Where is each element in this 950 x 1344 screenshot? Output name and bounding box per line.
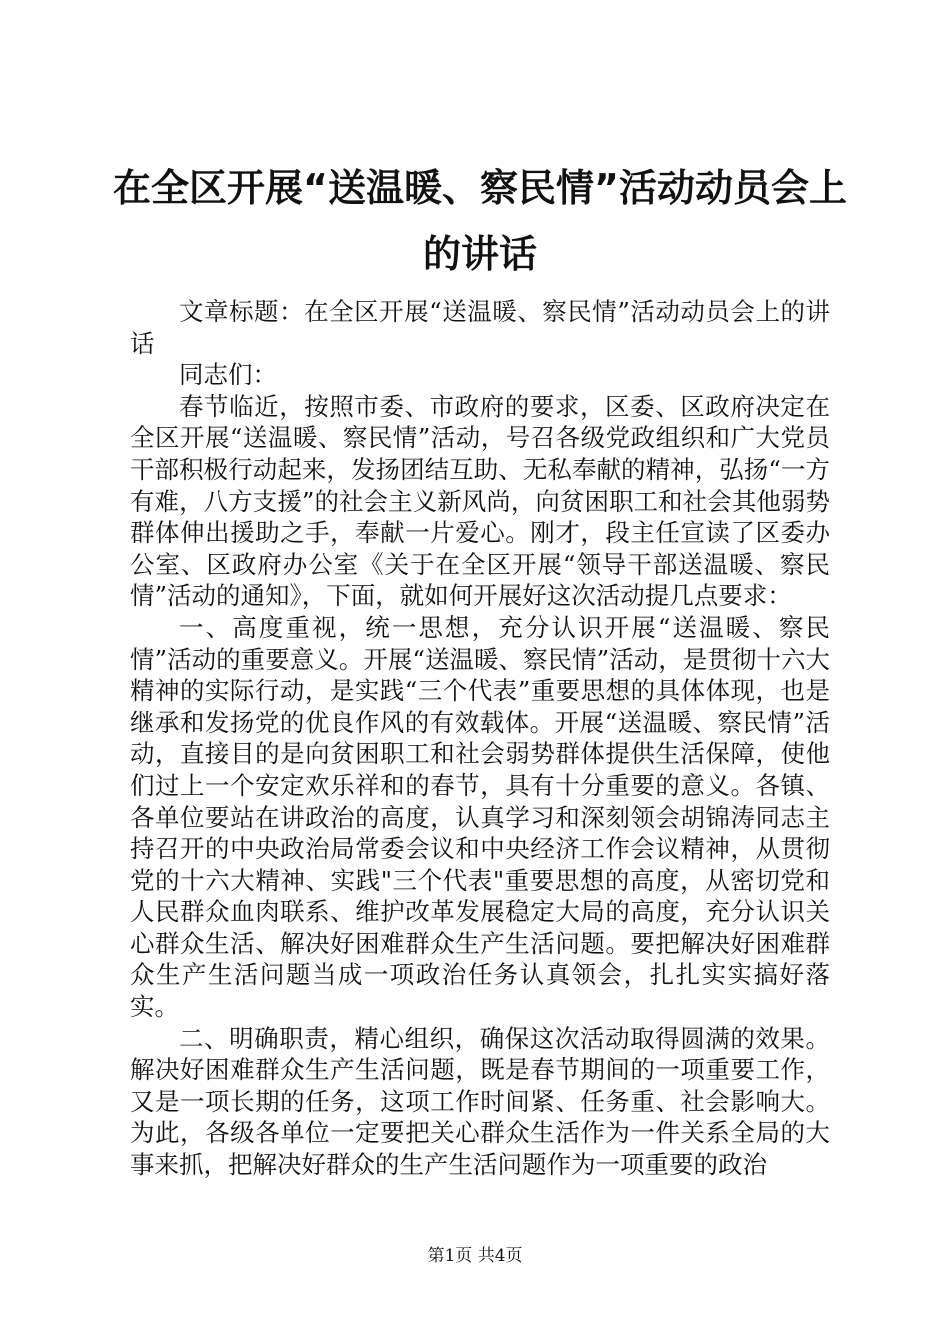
paragraph-point-one: 一、高度重视，统一思想，充分认识开展“送温暖、察民情”活动的重要意义。开展“送温暖、察民情”活动，是贯彻十六大精神的实际行动，是实践“三个代表”重要思想的具体体现，也是继承和发扬党的优良作风的有效载体。开展“送温暖、察民情”活动，直接目的是向贫困职工和社会弱势群体提供生活保障，使他们过上一个安定欢乐祥和的春节，具有十分重要的意义。各镇、各单位要站在讲政治的高度，认真学习和深刻领会胡锦涛同志主持召开的中央政治局常委会议和中央经济工作会议精神，从贯彻党的十六大精神、实践"三个代表"重要思想的高度，从密切党和人民群众血肉联系、维护改革发展稳定大局的高度，充分认识关心群众生活、解决好困难群众生产生活问题。要把解决好困难群众生产生活问题当成一项政治任务认真领会，扎扎实实搞好落实。 [130, 612, 830, 1022]
paragraph-article-title: 文章标题：在全区开展“送温暖、察民情”活动动员会上的讲话 [130, 297, 830, 358]
paragraph-salutation: 同志们： [179, 360, 277, 390]
paragraph-point-two: 二、明确职责，精心组织，确保这次活动取得圆满的效果。解决好困难群众生产生活问题，既是春节期间的一项重要工作，又是一项长期的任务，这项工作时间紧、任务重、社会影响大。为此，各级各单位一定要把关心群众生活作为一件关系全局的大事来抓，把解决好群众的生产生活问题作为一项重要的政治 [130, 1023, 830, 1180]
paragraph-intro: 春节临近，按照市委、市政府的要求，区委、区政府决定在全区开展“送温暖、察民情”活动，号召各级党政组织和广大党员干部积极行动起来，发扬团结互助、无私奉献的精神，弘扬“一方有难，八方支援”的社会主义新风尚，向贫困职工和社会其他弱势群体伸出援助之手，奉献一片爱心。刚才，段主任宣读了区委办公室、区政府办公室《关于在全区开展“领导干部送温暖、察民情”活动的通知》，下面，就如何开展好这次活动提几点要求： [130, 391, 830, 611]
document-title: 在全区开展“送温暖、察民情”活动动员会上的讲话 [113, 166, 847, 276]
page-number: 第1页 共4页 [427, 1246, 523, 1266]
document-body [130, 296, 830, 1181]
